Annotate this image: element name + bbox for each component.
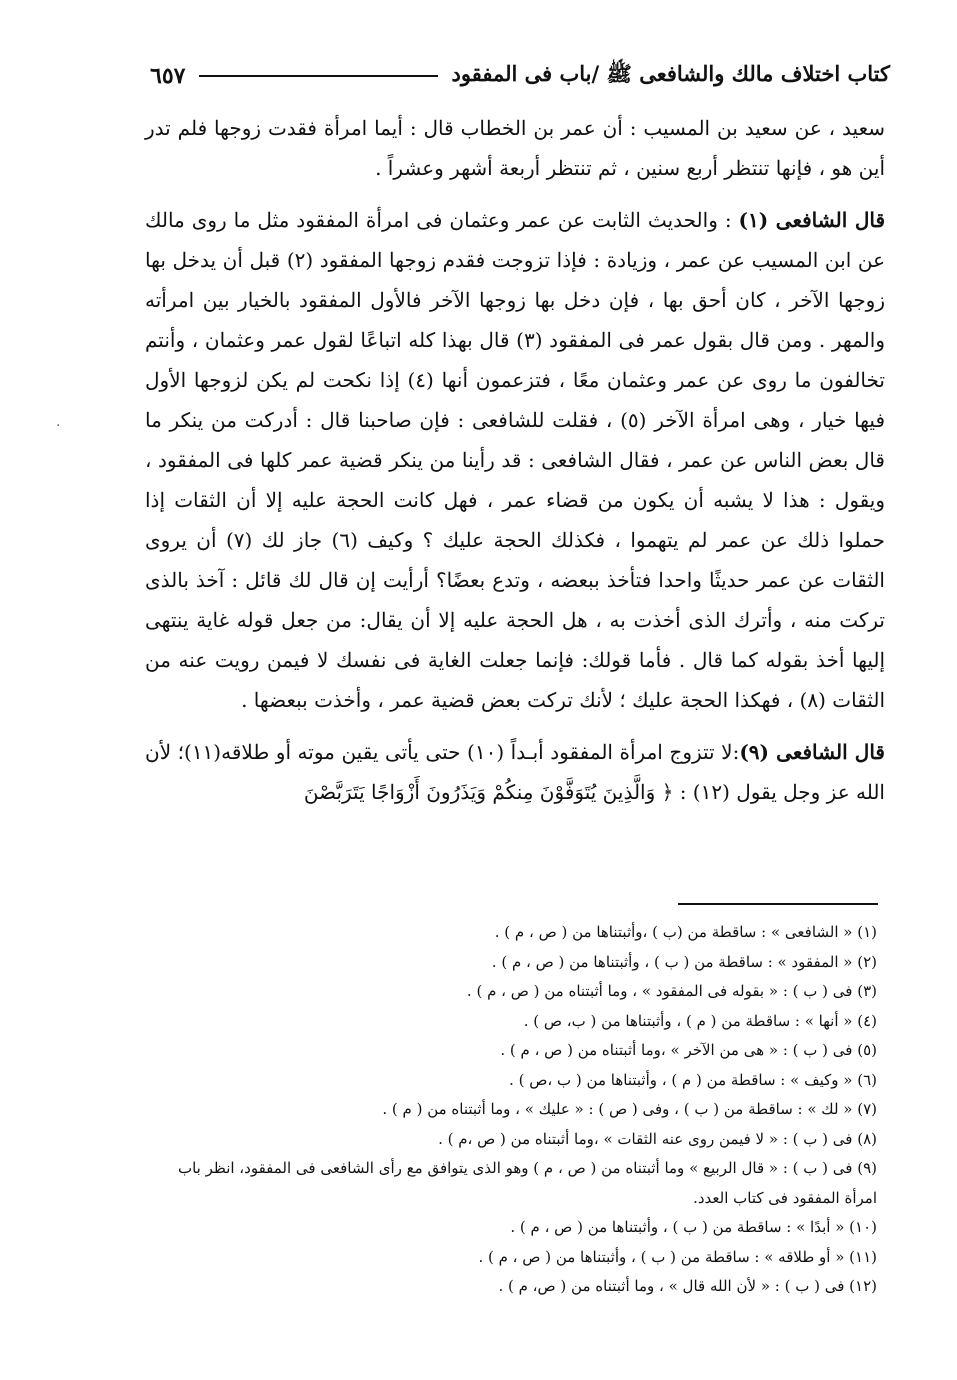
paragraph-2 (145, 200, 885, 720)
page-number: ٦٥٧ (150, 63, 186, 89)
footnote-10: (١٠) « أبدًا » : ساقطة من ( ب ) ، وأثبتناها من ( ص ، م ) . (510, 1218, 877, 1236)
footnote-7: (٧) « لك » : ساقطة من ( ب ) ، وفى ( ص ) : « عليك » ، وما أثبتناه من ( م ) . (382, 1100, 877, 1118)
paragraph-3 (145, 732, 885, 812)
header-title: كتاب اختلاف مالك والشافعى ﷺ /باب فى المفقود (451, 60, 890, 86)
footnote-9: (٩) فى ( ب ) : « قال الربيع » وما أثبتناه من ( ص ، م ) وهو الذى يتوافق مع رأى الشافعى فى المفقود، انظر باب امرأة المفقود فى كتاب العدد. (177, 1159, 877, 1207)
paragraph-1 (145, 108, 885, 188)
footnotes (150, 918, 877, 1302)
footnote-3: (٣) فى ( ب ) : « بقوله فى المفقود » ، وما أثبتناه من ( ص ، م ) . (466, 982, 877, 1000)
header-rule (199, 75, 437, 77)
footnote-8: (٨) فى ( ب ) : « لا فيمن روى عنه الثقات » ،وما أثبتناه من ( ص ،م ) . (438, 1129, 877, 1148)
paragraph-lead: قال الشافعى (١) (738, 208, 886, 232)
paragraph-text: :لا تتزوج امرأة المفقود أبـداً (١٠) حتى يأتى يقين موته أو طلاقه(١١)؛ لأن الله عز وجل يقول (١٢) : ﴿ وَالَّذِينَ يُتَوَفَّوْنَ مِنكُمْ وَيَذَرُونَ أَزْوَاجًا يَتَرَبَّصْنَ (145, 740, 885, 804)
footnote-6: (٦) « وكيف » : ساقطة من ( م ) ، وأثبتناها من ( ب ،ص ) . (509, 1070, 877, 1089)
footnote-11: (١١) « أو طلاقه » : ساقطة من ( ب ) ، وأثبتناها من ( ص ، م ) . (478, 1247, 877, 1266)
footnote-2: (٢) « المفقود » : ساقطة من ( ب ) ، وأثبتناها من ( ص ، م ) . (491, 952, 877, 971)
footnote-12: (١٢) فى ( ب ) : « لأن الله قال » ، وما أثبتناه من ( ص، م ) . (498, 1277, 877, 1295)
running-header (150, 56, 890, 96)
paragraph-text: سعيد ، عن سعيد بن المسيب : أن عمر بن الخطاب قال : أيما امرأة فقدت زوجها فلم تدر أين هو ، فإنها تنتظر أربع سنين ، ثم تنتظر أربعة أشهر وعشراً . (145, 116, 885, 180)
main-text (145, 108, 885, 812)
paragraph-text: : والحديث الثابت عن عمر وعثمان فى امرأة المفقود مثل ما روى مالك عن ابن المسيب عن عمر ، وزيادة : فإذا تزوجت فقدم زوجها المفقود (٢) قبل أن يدخل بها زوجها الآخر ، كان أحق بها ، فإن دخل بها زوجها الآخر فالأول المفقود بالخيار بين امرأته والمهر . ومن قال بقول عمر فى المفقود (٣) قال بهذا كله اتباعًا لقول عمر وعثمان ، وأنتم تخالفون ما روى عن عمر وعثمان معًا ، فتزعمون أنها (٤) إذا نكحت لم يكن لزوجها الأول فيها خيار ، وهى امرأة الآخر (٥) ، فقلت للشافعى : فإن صاحبنا قال : أدركت من ينكر ما قال بعض الناس عن عمر ، فقال الشافعى : قد رأينا من ينكر قضية عمر كلها فى المفقود ، ويقول : هذا لا يشبه أن يكون من قضاء عمر ، فهل كانت الحجة عليه إلا أن الثقات إذا حملوا ذلك عن عمر لم يتهموا ، فكذلك الحجة عليك ؟ وكيف (٦) جاز لك (٧) أن يروى الثقات عن عمر حديثًا واحدا فتأخذ ببعضه ، وتدع بعضًا؟ أرأيت إن قال لك قائل : آخذ بالذى تركت منه ، وأترك الذى أخذت به ، هل الحجة عليه إلا أن يقال: من جعل قوله غاية ينتهى إليها أخذ بقوله كما قال . فأما قولك: فإنما جعلت الغاية فى نفسك لا فيمن رويت عنه من الثقات (٨) ، فهكذا الحجة عليك ؛ لأنك تركت بعض قضية عمر ، وأخذت ببعضها . (145, 208, 886, 712)
footnote-1: (١) « الشافعى » : ساقطة من (ب ) ،وأثبتناها من ( ص ، م ) . (494, 923, 877, 941)
paragraph-lead: قال الشافعى (٩) (739, 740, 885, 764)
margin-mark: · (56, 418, 61, 434)
footnote-4: (٤) « أنها » : ساقطة من ( م ) ، وأثبتناها من ( ب، ص ) . (523, 1011, 877, 1030)
footnote-separator (678, 903, 878, 905)
footnote-5: (٥) فى ( ب ) : « هى من الآخر » ،وما أثبتناه من ( ص ، م ) . (500, 1041, 877, 1059)
